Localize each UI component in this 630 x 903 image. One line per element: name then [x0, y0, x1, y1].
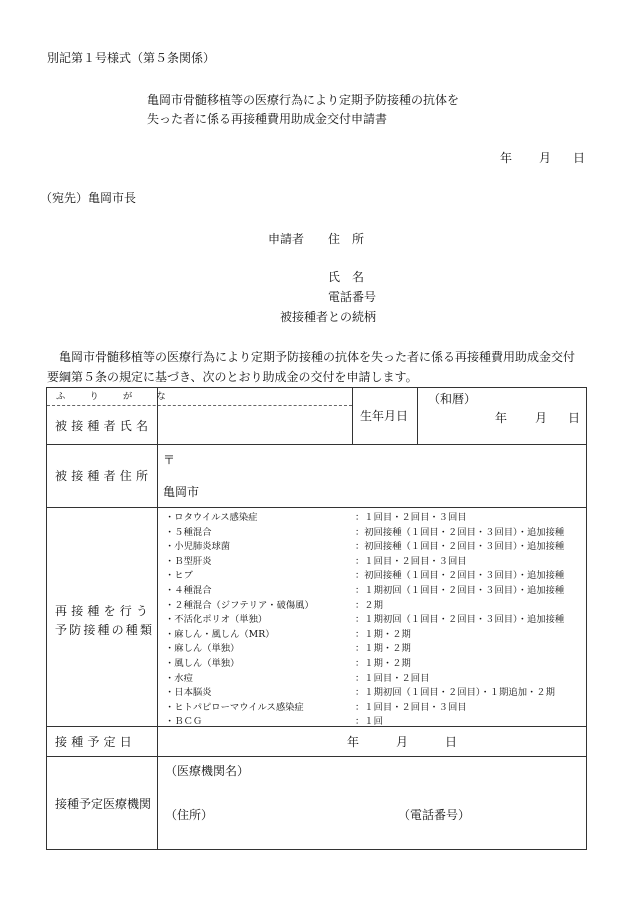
birth-month-label: 月 [535, 411, 548, 425]
vaccine-name: ・麻しん・風しん（MR） [165, 628, 275, 640]
era-label: （和暦） [428, 392, 477, 406]
body-text-line-1: 亀岡市骨髄移植等の医療行為により定期予防接種の抗体を失った者に係る再接種費用助成金交付 [59, 350, 576, 364]
vaccine-name: ・ヒトパピローマウイルス感染症 [165, 701, 304, 713]
vaccine-doses: ：１回目・２回目・３回目 [355, 701, 467, 713]
vaccine-doses: ：１回目・２回目・３回目 [355, 512, 467, 523]
applicant-role: 申請者 [268, 232, 305, 246]
date-month: 月 [539, 151, 552, 165]
vaccine-doses: ：１期初回（１回目・２回目・３回目）・追加接種 [355, 614, 565, 626]
schedule-day-label: 日 [445, 735, 458, 749]
recipient-name-label: 被接種者氏名 [55, 419, 153, 433]
vaccine-name: ・２種混合（ジフテリア・破傷風） [165, 599, 314, 611]
vaccine-name: ・麻しん（単独） [165, 643, 240, 655]
birth-year-label: 年 [495, 411, 508, 425]
vaccine-name: ・４種混合 [165, 584, 212, 596]
applicant-address-label: 住 所 [328, 232, 365, 246]
clinic-phone-label: （電話番号） [398, 808, 471, 822]
vaccine-name: ・Ｂ型肝炎 [165, 555, 212, 567]
date-day: 日 [573, 151, 586, 165]
vaccine-name: ・小児肺炎球菌 [165, 541, 231, 553]
vaccine-doses: ：初回接種（１回目・２回目・３回目）・追加接種 [355, 570, 565, 582]
birth-day-label: 日 [568, 411, 581, 425]
vaccine-doses: ：１期初回（１回目・２回目）・１期追加・２期 [355, 687, 555, 699]
clinic-name-label: （医療機関名） [165, 764, 250, 778]
furigana-label: ふ り が な [56, 391, 174, 402]
title-line-1: 亀岡市骨髄移植等の医療行為により定期予防接種の抗体を [147, 93, 460, 107]
vaccine-doses: ：１期・２期 [355, 628, 411, 640]
vaccine-name: ・ヒブ [165, 570, 193, 582]
applicant-phone-label: 電話番号 [328, 290, 377, 304]
vaccine-doses: ：１回目・２回目・３回目 [355, 555, 467, 567]
birth-date-label: 生年月日 [360, 409, 409, 423]
vaccine-name: ・不活化ポリオ（単独） [165, 614, 268, 626]
recipient-address-label: 被接種者住所 [55, 469, 153, 483]
body-text-line-2: 要綱第５条の規定に基づき、次のとおり助成金の交付を申請します。 [47, 370, 418, 384]
vaccine-name: ・風しん（単独） [165, 657, 240, 669]
vaccine-dose-list [355, 511, 564, 730]
vaccine-doses: ：初回接種（１回目・２回目・３回目）・追加接種 [355, 526, 565, 538]
vaccine-type-label-line-2: 予防接種の種類 [55, 623, 155, 637]
vaccine-doses: ：１回目・２回目 [355, 672, 430, 684]
vaccine-name-list [165, 511, 314, 730]
schedule-year-label: 年 [347, 735, 360, 749]
scheduled-clinic-label: 接種予定医療機関 [55, 797, 152, 811]
applicant-name-label: 氏 名 [328, 270, 365, 284]
vaccine-name: ・ロタウイルス感染症 [165, 512, 258, 523]
clinic-address-label: （住所） [165, 808, 214, 822]
vaccine-doses: ：初回接種（１回目・２回目・３回目）・追加接種 [355, 541, 565, 553]
recipient-name-field[interactable] [158, 407, 352, 443]
title-line-2: 失った者に係る再接種費用助成金交付申請書 [147, 112, 388, 126]
vaccine-type-label-line-1: 再接種を行う [55, 604, 153, 618]
applicant-relation-label: 被接種者との続柄 [280, 310, 377, 324]
vaccine-doses: ：２期 [355, 599, 383, 611]
furigana-field[interactable] [158, 390, 352, 404]
form-label: 別記第１号様式（第５条関係） [47, 51, 216, 65]
schedule-month-label: 月 [396, 735, 409, 749]
city-name: 亀岡市 [163, 485, 200, 499]
vaccine-doses: ：１回 [355, 716, 383, 728]
vaccine-name: ・ＢＣＧ [165, 716, 203, 728]
vaccine-name: ・水痘 [165, 672, 193, 684]
vaccine-name: ・日本脳炎 [165, 687, 212, 699]
postal-mark: 〒 [163, 453, 176, 467]
vaccine-doses: ：１期・２期 [355, 657, 411, 669]
scheduled-date-label: 接種予定日 [55, 735, 137, 749]
vaccine-doses: ：１期初回（１回目・２回目・３回目）・追加接種 [355, 584, 565, 596]
addressee: （宛先）亀岡市長 [40, 191, 137, 205]
vaccine-doses: ：１期・２期 [355, 643, 411, 655]
vaccine-name: ・５種混合 [165, 526, 212, 538]
date-year: 年 [500, 151, 513, 165]
